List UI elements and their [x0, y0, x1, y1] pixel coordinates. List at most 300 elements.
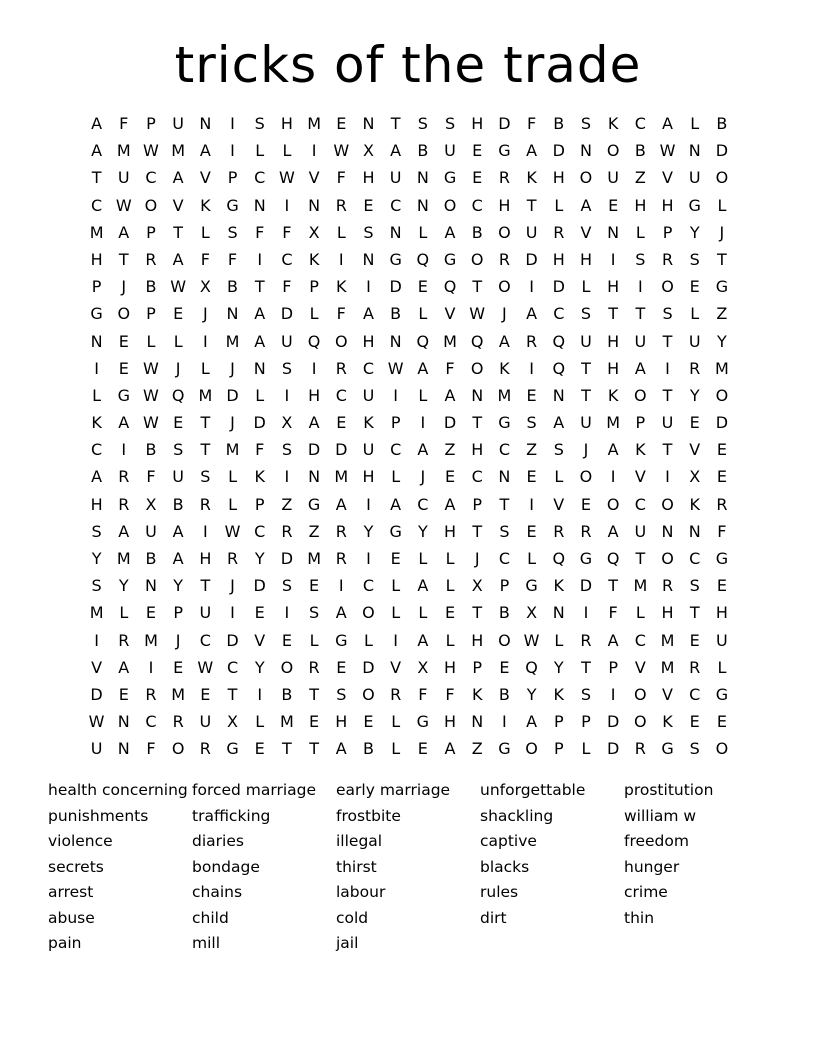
grid-letter: R: [335, 195, 347, 215]
grid-row: [83, 164, 736, 191]
grid-letter: L: [445, 549, 455, 568]
grid-letter: I: [583, 603, 589, 623]
word-list-item: secrets: [48, 857, 104, 876]
grid-letter: D: [280, 304, 294, 324]
grid-letter: R: [281, 521, 293, 541]
grid-letter: A: [526, 712, 538, 732]
grid-letter: E: [689, 630, 700, 650]
grid-letter: C: [471, 467, 483, 487]
grid-letter: S: [553, 440, 564, 460]
grid-letter: T: [581, 358, 591, 378]
grid-letter: D: [498, 114, 511, 133]
grid-letter: F: [255, 222, 265, 242]
grid-letter: K: [553, 684, 565, 704]
grid-letter: I: [148, 657, 154, 677]
grid-letter: I: [610, 467, 616, 487]
grid-letter: U: [634, 521, 647, 541]
grid-letter: S: [281, 358, 292, 378]
grid-letter: I: [94, 630, 99, 650]
grid-letter: S: [281, 576, 292, 596]
word-list: [48, 778, 768, 957]
grid-letter: E: [336, 413, 347, 433]
grid-letter: L: [309, 304, 319, 324]
grid-letter: R: [634, 739, 646, 759]
grid-letter: T: [254, 277, 265, 297]
grid-letter: G: [715, 277, 729, 297]
grid-letter: O: [470, 249, 484, 269]
grid-letter: H: [715, 603, 728, 623]
grid-letter: P: [173, 603, 183, 623]
grid-letter: L: [418, 603, 428, 623]
grid-letter: E: [309, 576, 320, 596]
grid-letter: I: [121, 440, 127, 460]
grid-letter: Z: [281, 494, 293, 514]
grid-letter: E: [118, 358, 129, 378]
word-list-item: punishments: [48, 806, 149, 825]
grid-letter: K: [689, 494, 700, 514]
grid-letter: D: [579, 576, 593, 596]
grid-letter: L: [336, 222, 346, 242]
grid-letter: E: [363, 712, 374, 732]
grid-letter: T: [118, 249, 129, 269]
grid-letter: N: [226, 304, 239, 324]
grid-row: [83, 436, 736, 463]
grid-letter: T: [227, 684, 238, 704]
grid-letter: I: [529, 494, 534, 514]
grid-letter: T: [472, 603, 483, 623]
grid-letter: G: [307, 494, 321, 514]
grid-row: [83, 137, 736, 164]
grid-letter: K: [200, 195, 211, 215]
grid-letter: I: [366, 549, 371, 568]
grid-letter: C: [498, 440, 510, 460]
grid-letter: H: [471, 440, 484, 460]
grid-letter: A: [526, 141, 538, 161]
grid-letter: D: [362, 657, 375, 677]
grid-letter: Q: [307, 331, 321, 351]
word-list-item: forced marriage: [192, 781, 317, 799]
grid-letter: L: [581, 277, 591, 297]
grid-letter: N: [471, 385, 484, 405]
grid-letter: E: [173, 657, 184, 677]
grid-letter: K: [607, 114, 619, 133]
grid-letter: E: [254, 739, 265, 759]
grid-letter: J: [175, 630, 181, 650]
grid-letter: V: [199, 168, 211, 188]
grid-letter: A: [417, 440, 429, 460]
grid-letter: Y: [526, 684, 537, 704]
grid-letter: A: [362, 304, 374, 324]
grid-letter: E: [526, 467, 537, 487]
grid-letter: C: [634, 630, 646, 650]
grid-row: [83, 355, 736, 382]
grid-letter: M: [307, 549, 321, 568]
grid-letter: U: [444, 141, 456, 161]
grid-letter: R: [689, 358, 701, 378]
grid-letter: R: [118, 630, 130, 650]
grid-letter: N: [362, 249, 375, 269]
grid-letter: B: [716, 114, 728, 133]
grid-letter: U: [362, 440, 375, 460]
grid-letter: J: [474, 549, 480, 568]
grid-letter: L: [255, 712, 265, 732]
grid-letter: L: [581, 739, 591, 759]
grid-letter: F: [200, 249, 210, 269]
grid-letter: X: [227, 712, 239, 732]
grid-letter: E: [526, 521, 537, 541]
grid-letter: U: [172, 114, 185, 133]
word-list-item: cold: [336, 908, 369, 927]
grid-letter: M: [89, 603, 104, 623]
grid-letter: C: [634, 494, 646, 514]
grid-letter: R: [689, 657, 701, 677]
grid-letter: W: [143, 413, 159, 433]
grid-letter: V: [308, 168, 320, 188]
grid-letter: N: [416, 195, 429, 215]
grid-letter: T: [662, 440, 673, 460]
grid-letter: G: [443, 168, 457, 188]
grid-row: [83, 518, 736, 545]
grid-letter: P: [227, 168, 238, 188]
grid-letter: A: [118, 222, 130, 242]
grid-letter: E: [173, 413, 184, 433]
grid-letter: C: [390, 440, 402, 460]
grid-letter: H: [579, 249, 592, 269]
grid-letter: U: [580, 413, 592, 433]
grid-letter: P: [662, 222, 673, 242]
grid-letter: U: [362, 385, 375, 405]
grid-letter: R: [716, 494, 728, 514]
grid-letter: E: [716, 712, 727, 732]
grid-letter: C: [553, 304, 565, 324]
grid-letter: M: [171, 141, 186, 161]
grid-letter: N: [253, 195, 266, 215]
grid-row: [83, 192, 736, 219]
grid-letter: A: [417, 630, 429, 650]
grid-letter: U: [145, 521, 157, 541]
grid-letter: N: [579, 141, 592, 161]
grid-letter: F: [418, 684, 428, 704]
grid-letter: G: [715, 684, 729, 704]
word-column: [336, 778, 480, 957]
grid-letter: L: [445, 630, 455, 650]
grid-letter: R: [580, 630, 592, 650]
word-list-item: pain: [48, 934, 82, 952]
grid-letter: N: [471, 712, 484, 732]
grid-letter: I: [610, 684, 616, 704]
grid-letter: A: [335, 603, 347, 623]
word-list-item: labour: [336, 883, 386, 901]
grid-letter: J: [175, 358, 181, 378]
grid-letter: C: [254, 521, 266, 541]
grid-letter: D: [552, 277, 565, 297]
grid-letter: U: [607, 168, 620, 188]
grid-letter: H: [444, 521, 457, 541]
grid-letter: A: [118, 657, 130, 677]
grid-letter: F: [255, 440, 265, 460]
grid-letter: U: [661, 413, 674, 433]
grid-letter: C: [91, 195, 103, 215]
grid-letter: D: [253, 576, 266, 596]
grid-letter: G: [335, 630, 348, 650]
grid-letter: M: [280, 712, 294, 732]
grid-letter: P: [472, 494, 483, 514]
grid-letter: C: [390, 195, 402, 215]
grid-letter: T: [526, 195, 537, 215]
grid-letter: N: [552, 385, 565, 405]
grid-letter: V: [91, 657, 103, 677]
grid-letter: B: [172, 494, 184, 514]
grid-letter: D: [443, 413, 457, 433]
grid-letter: S: [336, 684, 347, 704]
grid-letter: E: [526, 385, 537, 405]
grid-letter: S: [580, 304, 592, 324]
grid-letter: E: [145, 603, 157, 623]
grid-letter: E: [118, 684, 129, 704]
grid-letter: W: [224, 521, 241, 541]
grid-letter: E: [689, 277, 700, 297]
page-title: tricks of the trade: [174, 36, 642, 94]
grid-letter: W: [143, 141, 159, 161]
grid-letter: Y: [254, 657, 265, 677]
grid-letter: W: [523, 630, 540, 650]
grid-letter: P: [553, 739, 564, 759]
grid-letter: B: [145, 549, 157, 568]
grid-letter: E: [472, 168, 483, 188]
grid-letter: M: [715, 358, 729, 378]
word-list-item: arrest: [48, 883, 94, 901]
word-list-item: child: [192, 908, 229, 927]
grid-letter: M: [198, 385, 213, 405]
grid-letter: Z: [716, 304, 728, 324]
grid-letter: C: [471, 195, 483, 215]
grid-letter: A: [526, 304, 538, 324]
grid-letter: V: [390, 657, 402, 677]
grid-letter: A: [390, 494, 402, 514]
grid-letter: T: [635, 549, 646, 568]
grid-letter: W: [115, 195, 132, 215]
grid-letter: H: [199, 549, 212, 568]
grid-letter: K: [308, 249, 320, 269]
grid-letter: D: [715, 413, 729, 433]
grid-letter: C: [281, 249, 293, 269]
grid-letter: L: [255, 141, 265, 161]
word-list-item: chains: [192, 883, 243, 901]
grid-letter: G: [226, 195, 239, 215]
grid-letter: E: [716, 440, 727, 460]
grid-letter: K: [336, 277, 347, 297]
grid-letter: O: [470, 358, 484, 378]
grid-letter: N: [498, 467, 511, 487]
grid-letter: N: [199, 114, 212, 133]
grid-letter: N: [117, 712, 130, 732]
grid-letter: O: [606, 494, 620, 514]
grid-letter: S: [662, 304, 673, 324]
word-list-item: rules: [480, 883, 519, 901]
grid-row: [83, 599, 736, 626]
grid-letter: N: [253, 358, 266, 378]
grid-letter: K: [635, 440, 646, 460]
grid-letter: I: [366, 277, 371, 297]
grid-letter: F: [445, 358, 455, 378]
grid-letter: L: [527, 549, 537, 568]
grid-letter: M: [144, 630, 158, 650]
grid-letter: G: [90, 304, 103, 324]
grid-letter: H: [471, 114, 484, 133]
grid-letter: F: [717, 521, 727, 541]
grid-letter: L: [635, 222, 645, 242]
grid-letter: E: [336, 657, 347, 677]
word-list-item: unforgettable: [480, 781, 586, 799]
grid-letter: O: [498, 630, 511, 650]
word-column: [624, 778, 768, 957]
grid-letter: W: [143, 385, 159, 405]
grid-letter: B: [281, 684, 293, 704]
grid-letter: U: [172, 467, 185, 487]
grid-letter: L: [554, 630, 564, 650]
grid-letter: H: [607, 358, 620, 378]
grid-letter: M: [606, 413, 621, 433]
grid-letter: M: [497, 385, 512, 405]
grid-letter: M: [660, 657, 675, 677]
grid-letter: U: [117, 168, 130, 188]
grid-letter: E: [417, 277, 428, 297]
grid-letter: V: [444, 304, 456, 324]
grid-row: [83, 735, 736, 762]
grid-letter: C: [199, 630, 211, 650]
grid-row: [83, 382, 736, 409]
word-list-item: william w: [624, 806, 697, 825]
grid-letter: I: [230, 114, 235, 133]
grid-letter: I: [366, 494, 371, 514]
grid-letter: K: [471, 684, 483, 704]
grid-letter: N: [144, 576, 157, 596]
grid-row: [83, 110, 736, 137]
grid-letter: M: [225, 331, 240, 351]
grid-letter: I: [257, 684, 263, 704]
word-column: [48, 778, 192, 957]
grid-letter: N: [688, 141, 701, 161]
grid-letter: K: [254, 467, 265, 487]
grid-letter: L: [445, 576, 455, 596]
grid-letter: F: [336, 304, 346, 324]
grid-letter: L: [146, 331, 156, 351]
grid-letter: T: [282, 739, 292, 759]
grid-letter: A: [254, 304, 266, 324]
grid-letter: C: [498, 549, 510, 568]
grid-letter: U: [281, 331, 293, 351]
grid-letter: M: [334, 467, 349, 487]
grid-letter: F: [119, 114, 129, 133]
word-list-item: abuse: [48, 908, 95, 927]
grid-letter: E: [580, 494, 592, 514]
grid-letter: W: [88, 712, 105, 732]
grid-letter: G: [498, 413, 511, 433]
grid-letter: R: [199, 739, 211, 759]
grid-letter: M: [171, 684, 186, 704]
grid-letter: B: [471, 222, 483, 242]
grid-letter: C: [634, 114, 646, 133]
grid-letter: V: [689, 440, 701, 460]
grid-letter: A: [172, 249, 184, 269]
grid-row: [83, 246, 736, 273]
grid-letter: T: [472, 413, 483, 433]
grid-row: [83, 463, 736, 490]
grid-letter: L: [200, 222, 210, 242]
grid-letter: T: [635, 304, 646, 324]
grid-letter: U: [90, 739, 103, 759]
grid-letter: M: [660, 630, 675, 650]
grid-letter: A: [308, 413, 320, 433]
grid-letter: K: [607, 385, 619, 405]
grid-letter: E: [200, 684, 211, 704]
grid-letter: G: [579, 549, 593, 568]
grid-letter: Q: [416, 331, 430, 351]
grid-letter: E: [444, 603, 456, 623]
word-list-item: illegal: [336, 832, 383, 850]
grid-letter: W: [170, 277, 187, 297]
grid-letter: D: [226, 385, 239, 405]
grid-letter: J: [719, 222, 725, 242]
grid-letter: J: [420, 467, 426, 487]
grid-letter: Y: [553, 657, 564, 677]
word-list-item: health concerning: [48, 781, 188, 799]
grid-letter: L: [309, 630, 319, 650]
grid-letter: A: [607, 630, 619, 650]
grid-letter: U: [688, 331, 701, 351]
grid-letter: E: [417, 739, 428, 759]
grid-letter: S: [417, 114, 428, 133]
grid-letter: A: [662, 114, 673, 133]
grid-letter: T: [472, 277, 483, 297]
grid-letter: B: [498, 603, 510, 623]
grid-letter: H: [308, 385, 321, 405]
grid-row: [83, 654, 736, 681]
grid-letter: B: [634, 141, 646, 161]
grid-letter: G: [389, 521, 402, 541]
grid-letter: R: [661, 249, 674, 269]
grid-letter: L: [418, 222, 428, 242]
grid-letter: L: [418, 385, 428, 405]
word-list-item: dirt: [480, 908, 507, 927]
grid-letter: A: [607, 521, 619, 541]
grid-letter: L: [635, 603, 645, 623]
grid-letter: C: [145, 712, 157, 732]
grid-letter: X: [417, 657, 429, 677]
grid-letter: O: [606, 141, 620, 161]
grid-letter: P: [146, 222, 156, 242]
grid-letter: O: [443, 195, 457, 215]
grid-letter: D: [606, 739, 620, 759]
grid-letter: Z: [526, 440, 538, 460]
word-list-item: freedom: [624, 832, 689, 850]
grid-letter: F: [336, 168, 346, 188]
grid-letter: F: [227, 249, 238, 269]
grid-letter: O: [579, 168, 593, 188]
grid-letter: O: [171, 739, 185, 759]
grid-letter: I: [665, 358, 670, 378]
grid-letter: I: [230, 141, 235, 161]
grid-letter: H: [661, 195, 674, 215]
grid-letter: N: [308, 467, 321, 487]
grid-letter: K: [91, 413, 102, 433]
grid-letter: L: [173, 331, 183, 351]
grid-letter: Y: [118, 576, 129, 596]
grid-letter: B: [390, 304, 402, 324]
grid-letter: H: [552, 168, 565, 188]
grid-letter: I: [284, 195, 290, 215]
grid-letter: G: [498, 141, 511, 161]
